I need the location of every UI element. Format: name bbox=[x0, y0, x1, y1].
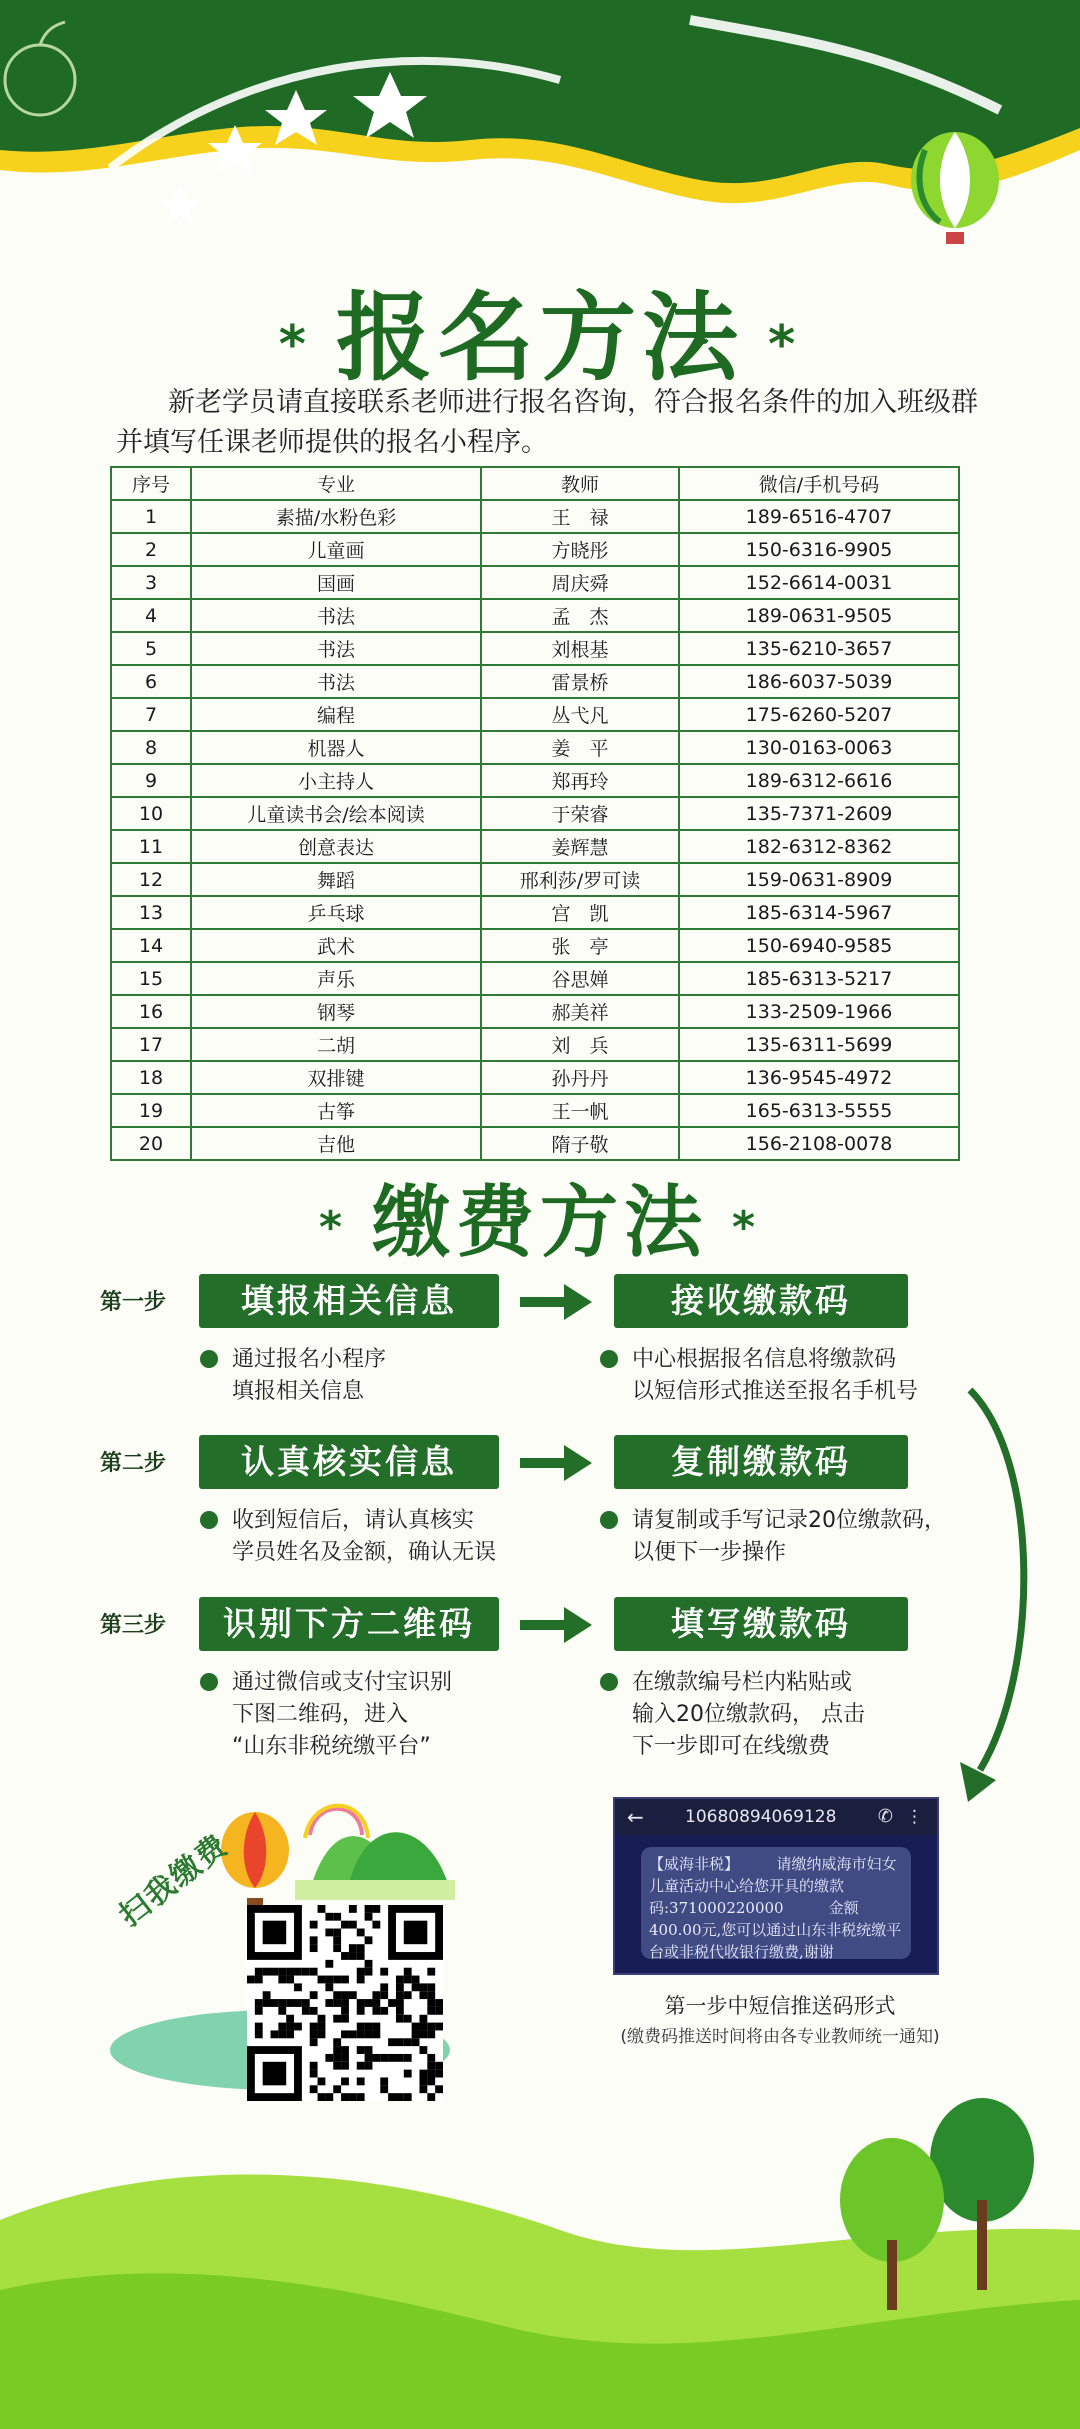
table-row bbox=[111, 599, 959, 632]
table-row bbox=[111, 1127, 959, 1160]
step2-right-button: 复制缴款码 bbox=[614, 1435, 908, 1489]
star-icon: * bbox=[278, 314, 312, 375]
cell-contact: 186-6037-5039 bbox=[679, 665, 959, 698]
header-contact: 微信/手机号码 bbox=[679, 467, 959, 500]
cell-contact: 130-0163-0063 bbox=[679, 731, 959, 764]
cell-teacher: 孟 杰 bbox=[481, 599, 679, 632]
teacher-table bbox=[110, 466, 958, 1155]
cell-major: 双排键 bbox=[191, 1061, 481, 1094]
cell-index: 15 bbox=[111, 962, 191, 995]
arrow-right-icon bbox=[520, 1605, 592, 1645]
cell-contact: 150-6316-9905 bbox=[679, 533, 959, 566]
cell-index: 19 bbox=[111, 1094, 191, 1127]
cell-major: 舞蹈 bbox=[191, 863, 481, 896]
cell-index: 8 bbox=[111, 731, 191, 764]
star-icon: * bbox=[318, 1202, 348, 1254]
cell-teacher: 郑再玲 bbox=[481, 764, 679, 797]
cell-contact: 136-9545-4972 bbox=[679, 1061, 959, 1094]
table-row bbox=[111, 566, 959, 599]
cell-index: 14 bbox=[111, 929, 191, 962]
curved-arrow-icon bbox=[950, 1370, 1050, 1810]
table-row bbox=[111, 698, 959, 731]
step-label: 第一步 bbox=[100, 1290, 167, 1315]
more-icon: ⋮ bbox=[906, 1807, 923, 1827]
cell-teacher: 郝美祥 bbox=[481, 995, 679, 1028]
cell-index: 20 bbox=[111, 1127, 191, 1160]
cell-teacher: 隋子敬 bbox=[481, 1127, 679, 1160]
step2-left-button: 认真核实信息 bbox=[199, 1435, 499, 1489]
intro-line: 新老学员请直接联系老师进行报名咨询，符合报名条件的加入班级群 bbox=[168, 387, 978, 418]
cell-contact: 182-6312-8362 bbox=[679, 830, 959, 863]
table-row bbox=[111, 533, 959, 566]
step1-left-desc: 通过报名小程序 填报相关信息 bbox=[200, 1344, 530, 1408]
table-row bbox=[111, 500, 959, 533]
cell-teacher: 孙丹丹 bbox=[481, 1061, 679, 1094]
balloon-icon bbox=[911, 132, 999, 244]
cell-teacher: 宫 凯 bbox=[481, 896, 679, 929]
step3-right-button: 填写缴款码 bbox=[614, 1597, 908, 1651]
cell-teacher: 张 亭 bbox=[481, 929, 679, 962]
table-row bbox=[111, 665, 959, 698]
header-index: 序号 bbox=[111, 467, 191, 500]
arrow-right-icon bbox=[520, 1282, 592, 1322]
cell-contact: 152-6614-0031 bbox=[679, 566, 959, 599]
cell-major: 武术 bbox=[191, 929, 481, 962]
cell-major: 声乐 bbox=[191, 962, 481, 995]
cell-contact: 189-6312-6616 bbox=[679, 764, 959, 797]
cell-teacher: 姜辉慧 bbox=[481, 830, 679, 863]
cell-contact: 135-6311-5699 bbox=[679, 1028, 959, 1061]
sms-message: 【威海非税】 请缴纳威海市妇女儿童活动中心给您开具的缴款码:371000220000 金额400.00元,您可以通过山东非税统缴平台或非税代收银行缴费,谢谢 bbox=[641, 1847, 911, 1959]
cell-major: 二胡 bbox=[191, 1028, 481, 1061]
cell-contact: 156-2108-0078 bbox=[679, 1127, 959, 1160]
enroll-intro bbox=[116, 383, 996, 463]
cell-index: 5 bbox=[111, 632, 191, 665]
table-row bbox=[111, 896, 959, 929]
table-header-row bbox=[111, 467, 959, 500]
header-banner bbox=[0, 0, 1080, 260]
star-icon bbox=[158, 185, 202, 225]
step3-right-desc: 在缴款编号栏内粘贴或 输入20位缴款码， 点击 下一步即可在线缴费 bbox=[600, 1667, 1000, 1763]
enroll-title: * 报名方法 * bbox=[278, 282, 802, 394]
cell-teacher: 姜 平 bbox=[481, 731, 679, 764]
sms-sender-number: 10680894069128 bbox=[685, 1807, 837, 1827]
payment-title: * 缴费方法 * bbox=[318, 1178, 762, 1268]
back-icon: ← bbox=[627, 1805, 644, 1829]
cell-index: 9 bbox=[111, 764, 191, 797]
cell-teacher: 刘根基 bbox=[481, 632, 679, 665]
step3-left-button: 识别下方二维码 bbox=[199, 1597, 499, 1651]
qr-code-icon bbox=[247, 1905, 443, 2101]
step2-left-desc: 收到短信后，请认真核实 学员姓名及金额，确认无误 bbox=[200, 1505, 530, 1569]
cell-teacher: 周庆舜 bbox=[481, 566, 679, 599]
cell-index: 3 bbox=[111, 566, 191, 599]
step1-right-button: 接收缴款码 bbox=[614, 1274, 908, 1328]
cell-major: 书法 bbox=[191, 632, 481, 665]
table-row bbox=[111, 1028, 959, 1061]
step-label: 第三步 bbox=[100, 1613, 167, 1638]
balloon-icon bbox=[221, 1812, 289, 1908]
sms-caption: 第一步中短信推送码形式 bbox=[664, 1994, 896, 2018]
cell-major: 吉他 bbox=[191, 1127, 481, 1160]
table-row bbox=[111, 764, 959, 797]
phone-icon: ✆ bbox=[877, 1806, 893, 1827]
cell-major: 儿童画 bbox=[191, 533, 481, 566]
cell-teacher: 雷景桥 bbox=[481, 665, 679, 698]
header-major: 专业 bbox=[191, 467, 481, 500]
sms-note: (缴费码推送时间将由各专业教师统一通知) bbox=[620, 2027, 940, 2047]
cell-major: 古筝 bbox=[191, 1094, 481, 1127]
step2-right-desc: 请复制或手写记录20位缴款码， 以便下一步操作 bbox=[600, 1505, 1000, 1569]
step1-right-desc: 中心根据报名信息将缴款码 以短信形式推送至报名手机号 bbox=[600, 1344, 1000, 1408]
cell-teacher: 刘 兵 bbox=[481, 1028, 679, 1061]
table-row bbox=[111, 632, 959, 665]
cell-major: 乒乓球 bbox=[191, 896, 481, 929]
cell-teacher: 方晓彤 bbox=[481, 533, 679, 566]
table-row bbox=[111, 863, 959, 896]
table-row bbox=[111, 929, 959, 962]
qr-code[interactable] bbox=[247, 1905, 443, 2101]
cell-teacher: 王一帆 bbox=[481, 1094, 679, 1127]
scan-to-pay-label: 扫我缴费 bbox=[112, 1827, 236, 1934]
star-icon: * bbox=[768, 314, 802, 375]
cell-index: 16 bbox=[111, 995, 191, 1028]
cell-major: 素描/水粉色彩 bbox=[191, 500, 481, 533]
table-row bbox=[111, 1061, 959, 1094]
cell-major: 小主持人 bbox=[191, 764, 481, 797]
cell-contact: 185-6313-5217 bbox=[679, 962, 959, 995]
cell-contact: 159-0631-8909 bbox=[679, 863, 959, 896]
cell-major: 书法 bbox=[191, 599, 481, 632]
table-row bbox=[111, 962, 959, 995]
cell-index: 7 bbox=[111, 698, 191, 731]
sms-screenshot bbox=[613, 1797, 939, 1975]
table-row bbox=[111, 1094, 959, 1127]
cell-contact: 133-2509-1966 bbox=[679, 995, 959, 1028]
intro-line: 并填写任课老师提供的报名小程序。 bbox=[116, 427, 548, 458]
cell-index: 13 bbox=[111, 896, 191, 929]
sms-header bbox=[615, 1799, 937, 1835]
star-icon: * bbox=[732, 1202, 762, 1254]
cell-teacher: 于荣睿 bbox=[481, 797, 679, 830]
cell-index: 12 bbox=[111, 863, 191, 896]
cell-contact: 135-7371-2609 bbox=[679, 797, 959, 830]
cell-index: 1 bbox=[111, 500, 191, 533]
cell-contact: 189-0631-9505 bbox=[679, 599, 959, 632]
cell-teacher: 谷思婵 bbox=[481, 962, 679, 995]
cell-index: 10 bbox=[111, 797, 191, 830]
table-row bbox=[111, 797, 959, 830]
table-row bbox=[111, 995, 959, 1028]
cell-teacher: 丛弋凡 bbox=[481, 698, 679, 731]
cell-index: 18 bbox=[111, 1061, 191, 1094]
cell-index: 17 bbox=[111, 1028, 191, 1061]
arrow-right-icon bbox=[520, 1443, 592, 1483]
step1-left-button: 填报相关信息 bbox=[199, 1274, 499, 1328]
header-teacher: 教师 bbox=[481, 467, 679, 500]
table-row bbox=[111, 830, 959, 863]
cell-contact: 185-6314-5967 bbox=[679, 896, 959, 929]
cell-teacher: 王 禄 bbox=[481, 500, 679, 533]
cell-major: 书法 bbox=[191, 665, 481, 698]
step3-left-desc: 通过微信或支付宝识别 下图二维码，进入 “山东非税统缴平台” bbox=[200, 1667, 530, 1763]
cell-teacher: 邢利莎/罗可读 bbox=[481, 863, 679, 896]
cell-contact: 175-6260-5207 bbox=[679, 698, 959, 731]
cell-major: 儿童读书会/绘本阅读 bbox=[191, 797, 481, 830]
cell-index: 2 bbox=[111, 533, 191, 566]
cell-major: 钢琴 bbox=[191, 995, 481, 1028]
cell-major: 创意表达 bbox=[191, 830, 481, 863]
cell-contact: 150-6940-9585 bbox=[679, 929, 959, 962]
step-label: 第二步 bbox=[100, 1451, 167, 1476]
cell-contact: 189-6516-4707 bbox=[679, 500, 959, 533]
cell-major: 国画 bbox=[191, 566, 481, 599]
cell-major: 机器人 bbox=[191, 731, 481, 764]
cell-major: 编程 bbox=[191, 698, 481, 731]
table-row bbox=[111, 731, 959, 764]
cell-index: 6 bbox=[111, 665, 191, 698]
cell-index: 11 bbox=[111, 830, 191, 863]
cell-index: 4 bbox=[111, 599, 191, 632]
cell-contact: 135-6210-3657 bbox=[679, 632, 959, 665]
cell-contact: 165-6313-5555 bbox=[679, 1094, 959, 1127]
bottom-hills bbox=[0, 2060, 1080, 2429]
